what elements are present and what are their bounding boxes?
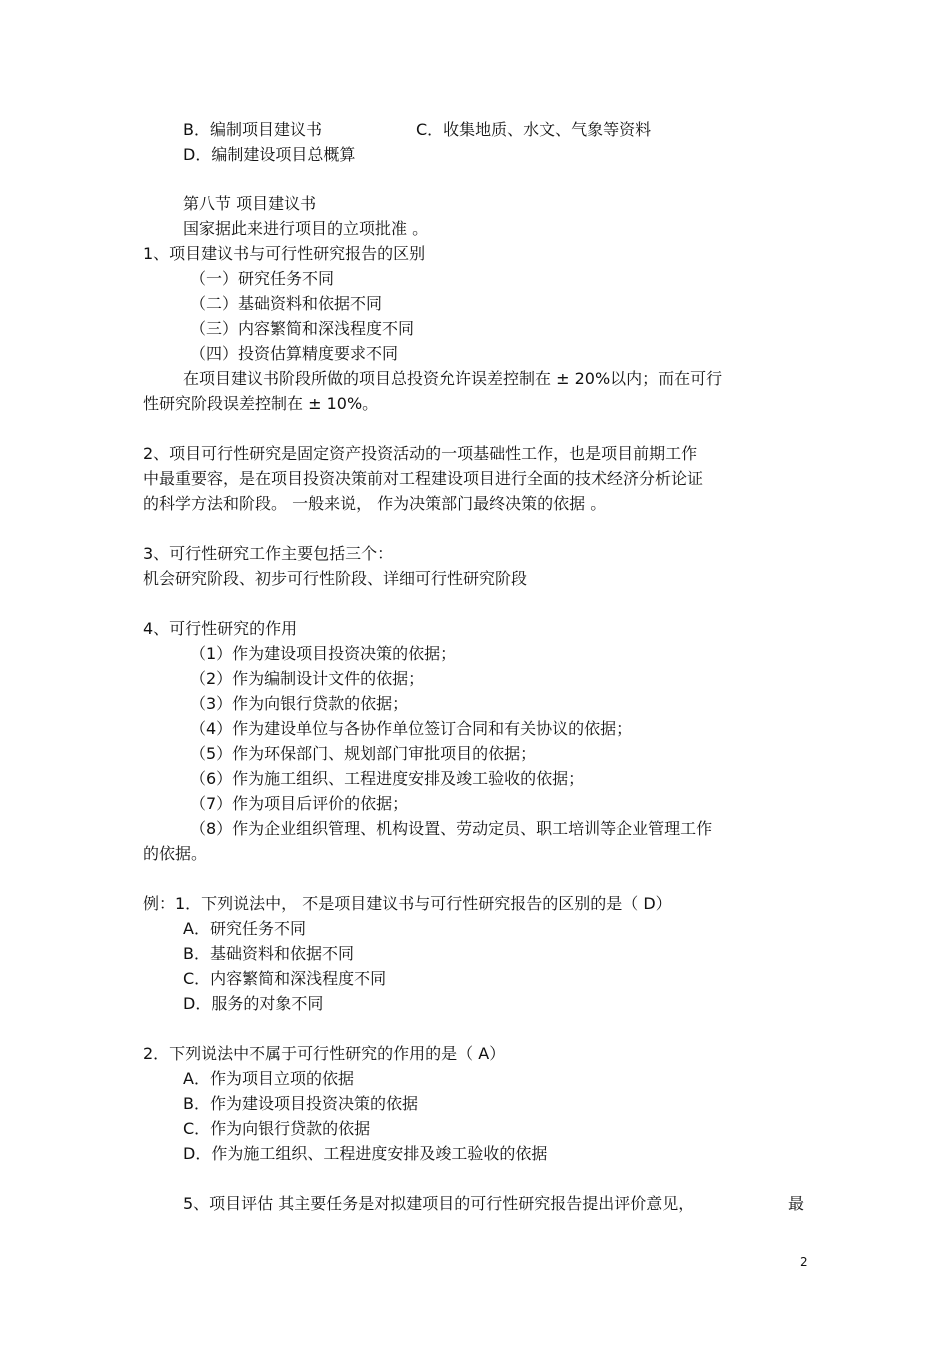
list-item: （4）作为建设单位与各协作单位签订合同和有关协议的依据；: [190, 719, 633, 738]
list-item: （三）内容繁简和深浅程度不同: [190, 319, 415, 338]
list-item: （8）作为企业组织管理、机构设置、劳动定员、职工培训等企业管理工作: [190, 819, 713, 838]
answer-option: C．作为向银行贷款的依据: [183, 1119, 371, 1138]
example-question: 例：1．下列说法中， 不是项目建议书与可行性研究报告的区别的是（ D）: [143, 894, 672, 913]
paragraph-line: 在项目建议书阶段所做的项目总投资允许误差控制在 ± 20%以内；而在可行: [183, 369, 723, 388]
item-heading: 3、可行性研究工作主要包括三个：: [143, 544, 394, 563]
list-item: （四）投资估算精度要求不同: [190, 344, 399, 363]
page-number: 2: [800, 1255, 808, 1269]
list-item: （3）作为向银行贷款的依据；: [190, 694, 409, 713]
paragraph-line: 机会研究阶段、初步可行性阶段、详细可行性研究阶段: [143, 569, 528, 588]
paragraph-line: 的依据。: [143, 844, 208, 863]
paragraph-line: 2、项目可行性研究是固定资产投资活动的一项基础性工作，也是项目前期工作: [143, 444, 698, 463]
list-item: （6）作为施工组织、工程进度安排及竣工验收的依据；: [190, 769, 585, 788]
answer-option: C．内容繁简和深浅程度不同: [183, 969, 387, 988]
list-item: （5）作为环保部门、规划部门审批项目的依据；: [190, 744, 537, 763]
paragraph-line: 性研究阶段误差控制在 ± 10%。: [143, 394, 379, 413]
option-b-text: B．编制项目建议书: [183, 120, 322, 139]
paragraph-line: 的科学方法和阶段。 一般来说， 作为决策部门最终决策的依据 。: [143, 494, 607, 513]
item-heading: 1、项目建议书与可行性研究报告的区别: [143, 244, 426, 263]
list-item: （2）作为编制设计文件的依据；: [190, 669, 425, 688]
answer-option: A．研究任务不同: [183, 919, 306, 938]
answer-option: B．作为建设项目投资决策的依据: [183, 1094, 418, 1113]
paragraph-line: 中最重要容，是在项目投资决策前对工程建设项目进行全面的技术经济分析论证: [143, 469, 704, 488]
answer-option: A．作为项目立项的依据: [183, 1069, 354, 1088]
list-item: （二）基础资料和依据不同: [190, 294, 383, 313]
list-item: （一）研究任务不同: [190, 269, 335, 288]
list-item: （1）作为建设项目投资决策的依据；: [190, 644, 457, 663]
answer-option: B．基础资料和依据不同: [183, 944, 354, 963]
answer-option: D．服务的对象不同: [183, 994, 324, 1013]
paragraph-line: 国家据此来进行项目的立项批准 。: [183, 219, 429, 238]
paragraph-line: 5、项目评估 其主要任务是对拟建项目的可行性研究报告提出评价意见，: [183, 1194, 695, 1213]
list-item: （7）作为项目后评价的依据；: [190, 794, 409, 813]
answer-option: D．作为施工组织、工程进度安排及竣工验收的依据: [183, 1144, 548, 1163]
option-c-text: C．收集地质、水文、气象等资料: [416, 120, 652, 139]
option-d-text: D．编制建设项目总概算: [183, 145, 356, 164]
section-heading: 第八节 项目建议书: [183, 194, 317, 213]
paragraph-line-end: 最: [788, 1194, 805, 1213]
item-heading: 4、可行性研究的作用: [143, 619, 298, 638]
example-question: 2．下列说法中不属于可行性研究的作用的是（ A）: [143, 1044, 506, 1063]
